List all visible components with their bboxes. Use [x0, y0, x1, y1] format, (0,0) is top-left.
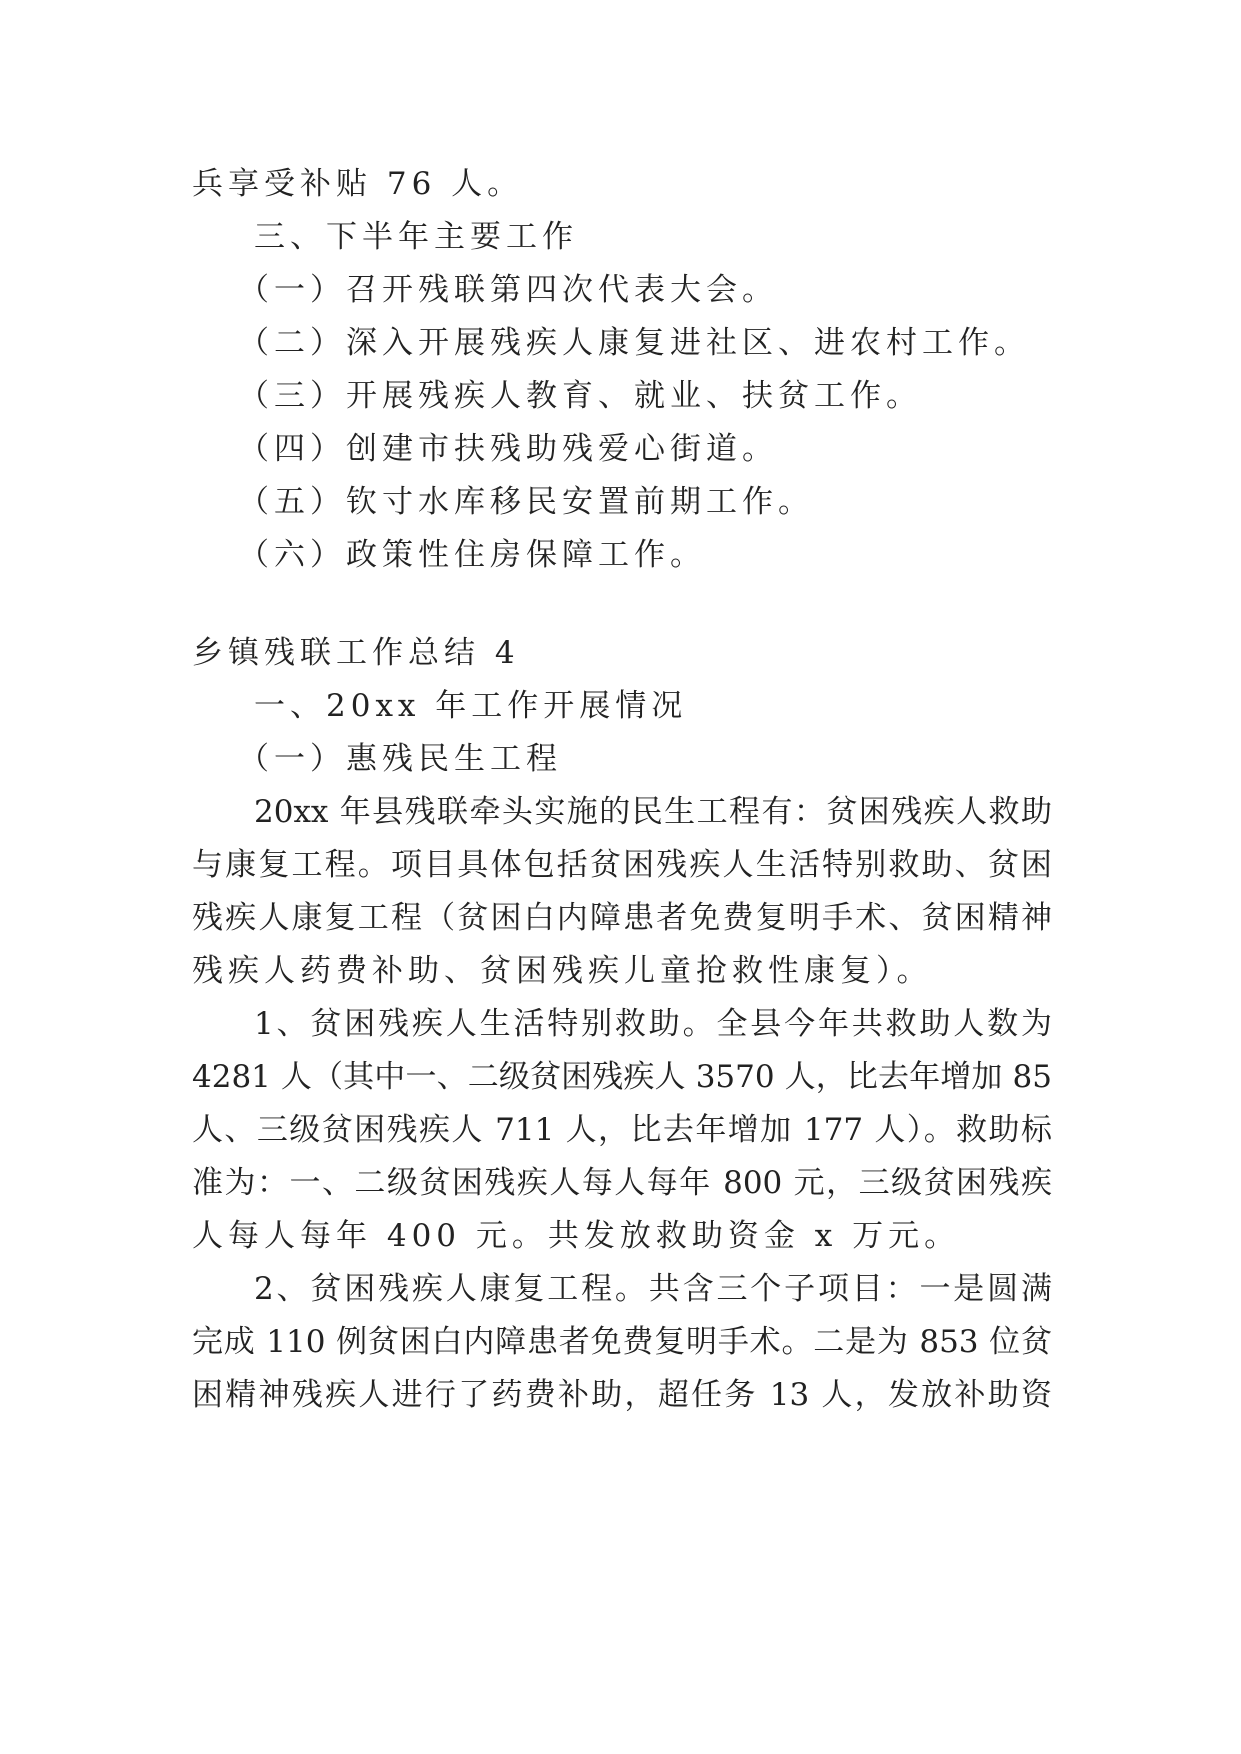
subsection-heading: （一）惠残民生工程	[238, 741, 562, 777]
document-title: 乡镇残联工作总结 4	[192, 635, 520, 671]
paragraph-line: 残疾人康复工程（贫困白内障患者免费复明手术、贫困精神	[192, 900, 1052, 936]
section-heading: 一、20xx 年工作开展情况	[254, 688, 688, 724]
paragraph-line: 人每人每年 400 元。共发放救助资金 x 万元。	[192, 1218, 961, 1254]
paragraph-line: 完成 110 例贫困白内障患者免费复明手术。二是为 853 位贫	[192, 1324, 1052, 1360]
list-item: （二）深入开展残疾人康复进社区、进农村工作。	[238, 325, 1030, 361]
paragraph-line: 残疾人药费补助、贫困残疾儿童抢救性康复）。	[192, 953, 933, 989]
list-item: （四）创建市扶残助残爱心街道。	[238, 431, 778, 467]
paragraph-line: 1、贫困残疾人生活特别救助。全县今年共救助人数为	[254, 1006, 1052, 1042]
paragraph-line: 2、贫困残疾人康复工程。共含三个子项目：一是圆满	[254, 1271, 1052, 1307]
text-line: 兵享受补贴 76 人。	[192, 166, 524, 202]
section-heading: 三、下半年主要工作	[254, 219, 578, 255]
paragraph-line: 20xx 年县残联牵头实施的民生工程有：贫困残疾人救助	[254, 794, 1052, 830]
list-item: （一）召开残联第四次代表大会。	[238, 272, 778, 308]
list-item: （六）政策性住房保障工作。	[238, 537, 706, 573]
paragraph-line: 困精神残疾人进行了药费补助，超任务 13 人，发放补助资	[192, 1377, 1052, 1413]
paragraph-line: 准为：一、二级贫困残疾人每人每年 800 元，三级贫困残疾	[192, 1165, 1052, 1201]
paragraph-line: 与康复工程。项目具体包括贫困残疾人生活特别救助、贫困	[192, 847, 1052, 883]
paragraph-line: 人、三级贫困残疾人 711 人，比去年增加 177 人）。救助标	[192, 1112, 1052, 1148]
list-item: （五）钦寸水库移民安置前期工作。	[238, 484, 814, 520]
paragraph-line: 4281 人（其中一、二级贫困残疾人 3570 人，比去年增加 85	[192, 1059, 1052, 1095]
list-item: （三）开展残疾人教育、就业、扶贫工作。	[238, 378, 922, 414]
